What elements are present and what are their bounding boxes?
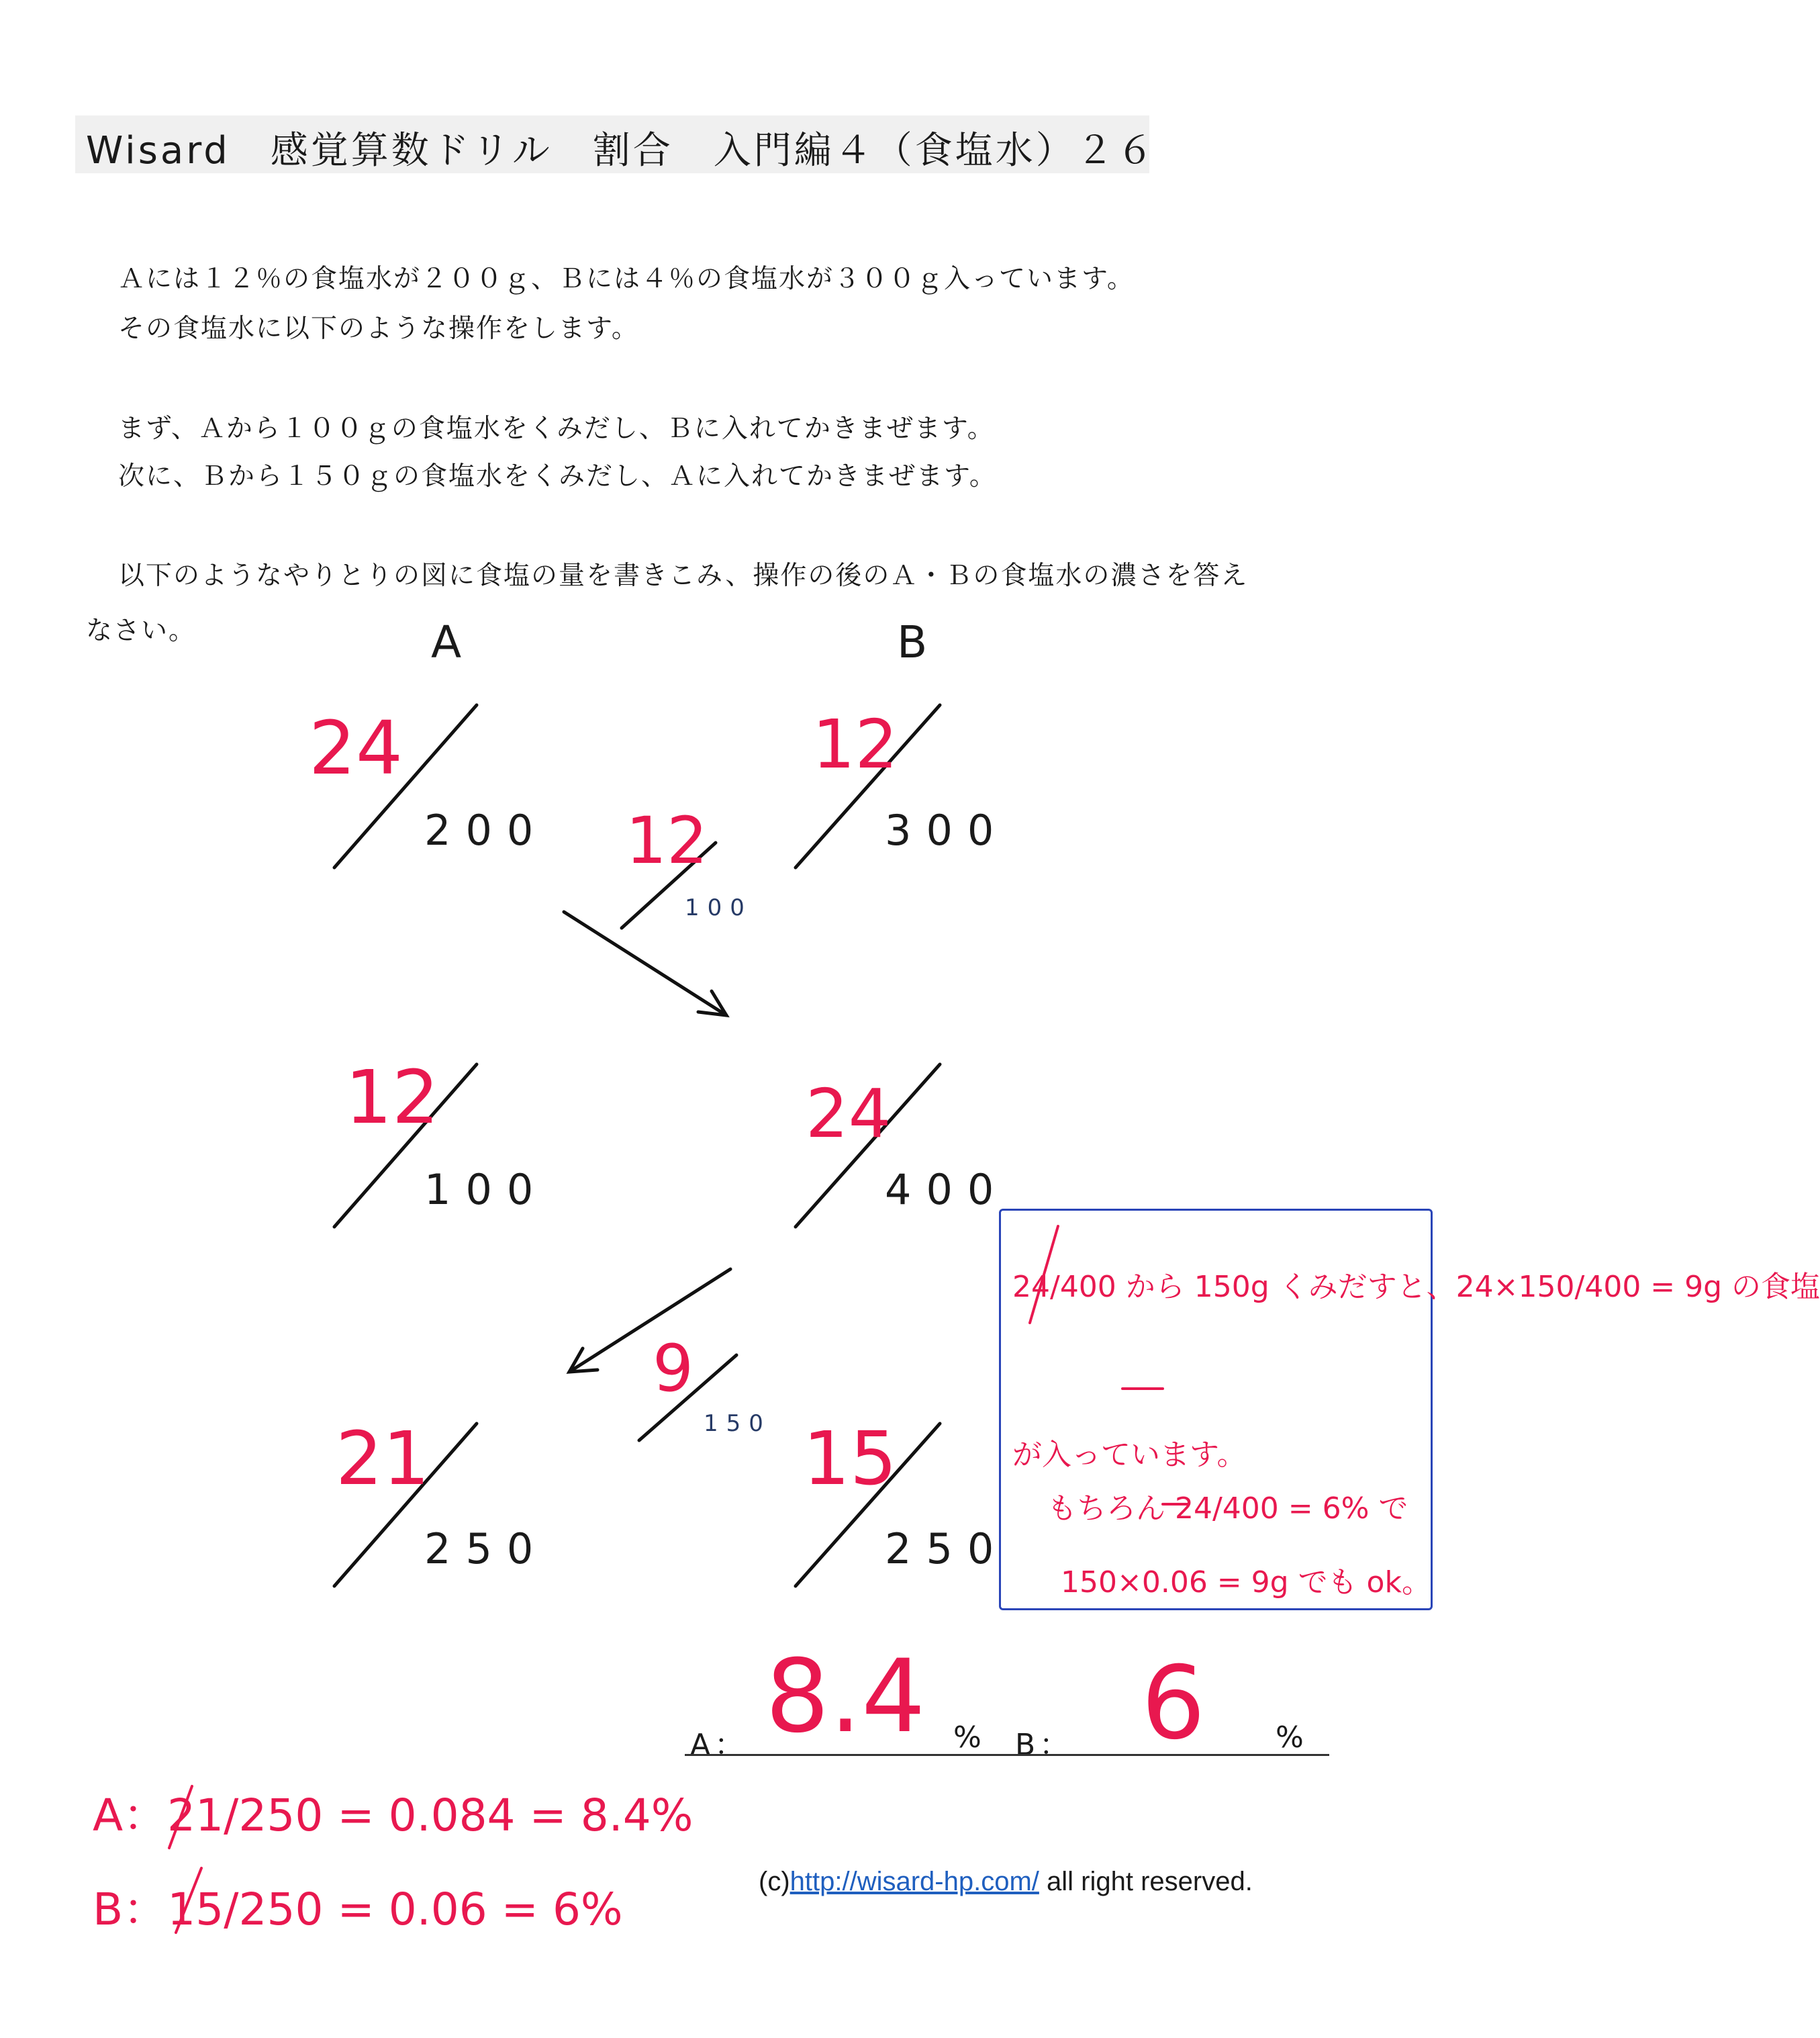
a-after-step1-salt: 12 xyxy=(345,1054,439,1140)
problem-line-3: まず、Ａから１００ｇの食塩水をくみだし、Ｂに入れてかきまぜます。 xyxy=(118,414,995,444)
arrow-a-to-b xyxy=(564,912,726,1015)
problem-line-4: 次に、Ｂから１５０ｇの食塩水をくみだし、Ａに入れてかきまぜます。 xyxy=(118,461,997,492)
problem-line-1: Ａには１２％の食塩水が２００ｇ、Ｂには４％の食塩水が３００ｇ入っています。 xyxy=(118,264,1135,294)
footer-suffix: all right reserved. xyxy=(1039,1867,1253,1896)
transfer-1-salt: 12 xyxy=(626,803,708,878)
problem-line-6: なさい。 xyxy=(86,616,197,646)
a-initial-total: 200 xyxy=(424,806,548,855)
b-initial-salt: 12 xyxy=(812,705,898,784)
work-line-a: A：21/250 = 0.084 = 8.4% xyxy=(93,1790,693,1841)
answer-b-value: 6 xyxy=(1141,1645,1206,1762)
column-a-heading: A xyxy=(431,616,462,668)
footer-prefix: (c) xyxy=(759,1867,790,1896)
answer-underline xyxy=(685,1754,1329,1756)
footer-link[interactable]: http://wisard-hp.com/ xyxy=(789,1867,1039,1896)
answer-a-label: A： xyxy=(690,1728,749,1762)
page-title: Wisard 感覚算数ドリル 割合 入門編４（食塩水）２６ xyxy=(86,129,1157,173)
answer-a-percent: % xyxy=(953,1720,986,1755)
a-after-step1-total: 100 xyxy=(424,1165,548,1214)
problem-line-2: その食塩水に以下のような操作をします。 xyxy=(118,314,639,344)
work-line-b: B：15/250 = 0.06 = 6% xyxy=(93,1884,623,1935)
answer-b-percent: % xyxy=(1276,1720,1308,1755)
answer-b-label: B： xyxy=(1015,1728,1073,1762)
b-final-total: 250 xyxy=(885,1524,1009,1573)
column-b-heading: B xyxy=(897,616,928,668)
a-initial-salt: 24 xyxy=(309,705,403,791)
problem-line-5: 以下のようなやりとりの図に食塩の量を書きこみ、操作の後のＡ・Ｂの食塩水の濃さを答え xyxy=(118,561,1249,591)
note-line-3: もちろん 24/400 = 6% で xyxy=(1047,1491,1408,1526)
b-after-step1-total: 400 xyxy=(885,1165,1009,1214)
a-final-salt: 21 xyxy=(336,1416,430,1501)
note-line-2: が入っています。 xyxy=(1012,1438,1247,1472)
note-line-1: 24/400 から 150g くみだすと、24×150/400 = 9g の食塩 xyxy=(1012,1270,1820,1304)
arrow-b-to-a xyxy=(569,1269,730,1372)
transfer-2-amount: 150 xyxy=(704,1410,771,1437)
a-final-total: 250 xyxy=(424,1524,548,1573)
b-initial-total: 300 xyxy=(885,806,1009,855)
b-final-salt: 15 xyxy=(803,1416,897,1501)
transfer-1-amount: 100 xyxy=(685,894,753,921)
transfer-2-salt: 9 xyxy=(653,1331,694,1406)
b-after-step1-salt: 24 xyxy=(806,1074,892,1153)
answer-a-value: 8.4 xyxy=(765,1638,926,1755)
note-line-4: 150×0.06 = 9g でも ok。 xyxy=(1061,1565,1431,1600)
copyright-footer xyxy=(759,1867,1253,1897)
